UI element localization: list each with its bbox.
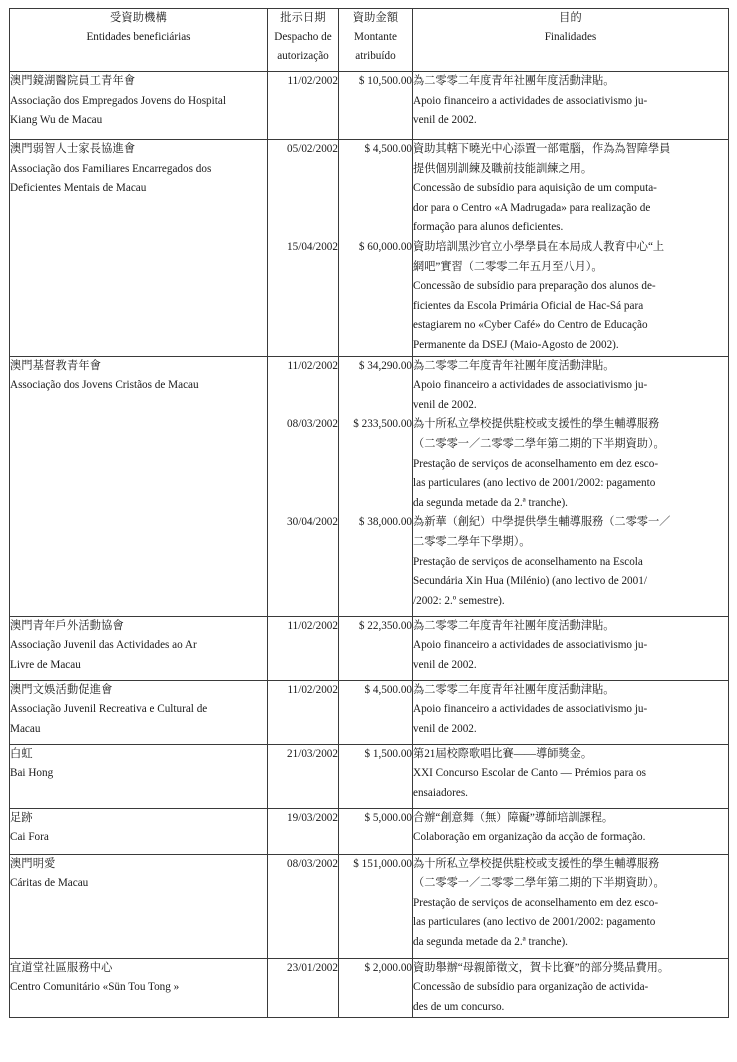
purpose-entry [413, 617, 728, 676]
entity-name-pt: Cai Fora [10, 831, 49, 844]
purpose-line: 資助其轄下曉光中心添置一部電腦，作為為智障學員 [413, 143, 671, 155]
header-date-zh: 批示日期 [280, 12, 326, 24]
grant-date: 08/03/2002 [287, 857, 338, 870]
entity-cell [10, 616, 268, 680]
purpose-line: Concessão de subsídio para aquisição de um computa- [413, 182, 657, 195]
entity-name-zh: 澳門基督教青年會 [10, 359, 102, 372]
purpose-entry [413, 959, 728, 1018]
entity-cell [10, 680, 268, 744]
entity-name-pt: Livre de Macau [10, 658, 81, 671]
grant-date: 08/03/2002 [287, 418, 338, 431]
date-cell [268, 356, 339, 616]
purpose-line: 為二零零二年度青年社團年度活動津貼。 [413, 683, 615, 696]
purpose-line: 合辦“創意舞（無）障礙”導師培訓課程。 [413, 811, 614, 824]
purpose-cell [413, 744, 729, 808]
purpose-line: XXI Concurso Escolar de Canto — Prémios para os [413, 767, 647, 780]
entity-cell [10, 140, 268, 357]
purpose-line: 資助舉辦“母親節徵文，賀卡比賽”的部分獎品費用。 [413, 961, 670, 974]
entity-cell [10, 72, 268, 140]
purpose-cell [413, 808, 729, 854]
header-date-pt-1: Despacho de [274, 31, 332, 43]
purpose-line: 網吧”實習（二零零二年五月至八月）。 [413, 260, 603, 273]
purpose-line: venil de 2002. [413, 114, 477, 127]
purpose-line: Prestação de serviços de aconselhamento em dez esco- [413, 896, 659, 909]
entity-name-pt: Associação dos Jovens Cristãos de Macau [10, 379, 199, 392]
purpose-line: las particulares (ano lectivo de 2001/2002: pagamento [413, 916, 656, 929]
entity-name-zh: 澳門鏡湖醫院員工青年會 [10, 75, 136, 87]
entity-cell [10, 744, 268, 808]
amount-cell [339, 958, 413, 1018]
header-entity-pt: Entidades beneficiárias [86, 31, 191, 43]
purpose-line: da segunda metade da 2.ª tranche). [413, 496, 568, 509]
purpose-cell [413, 854, 729, 958]
entity-name-pt: Cáritas de Macau [10, 877, 89, 890]
purpose-line: Prestação de serviços de aconselhamento em dez esco- [413, 457, 659, 470]
entity-name-pt: Centro Comunitário «Sün Tou Tong » [10, 981, 180, 994]
header-amount-pt-2: atribuído [355, 50, 396, 62]
date-cell [268, 808, 339, 854]
grant-date: 19/03/2002 [287, 811, 338, 824]
grant-amount: $ 4,500.00 [364, 683, 412, 696]
purpose-line: da segunda metade da 2.ª tranche). [413, 935, 568, 948]
purpose-line: （二零零一／二零零二學年第二期的下半期資助）。 [413, 437, 665, 450]
grants-table [9, 8, 729, 1018]
grant-amount: $ 38,000.00 [358, 516, 412, 529]
grant-amount: $ 5,000.00 [364, 811, 412, 824]
entity-name-pt: Associação dos Empregados Jovens do Hospital [10, 94, 226, 107]
purpose-line: des de um concurso. [413, 1000, 505, 1013]
purpose-cell [413, 140, 729, 357]
entity-name-pt: Associação dos Familiares Encarregados dos [10, 162, 212, 175]
table-row [10, 958, 729, 1018]
grant-amount: $ 22,350.00 [358, 619, 412, 632]
grant-date: 23/01/2002 [287, 961, 338, 974]
date-cell [268, 958, 339, 1018]
purpose-entry [413, 745, 728, 804]
purpose-line: las particulares (ano lectivo de 2001/2002: pagamento [413, 477, 656, 490]
table-header-row [10, 9, 729, 72]
entity-name-zh: 澳門文娛活動促進會 [10, 683, 113, 696]
grant-amount: $ 151,000.00 [353, 857, 412, 870]
purpose-line: Prestação de serviços de aconselhamento na Escola [413, 555, 643, 568]
purpose-line: venil de 2002. [413, 722, 477, 735]
grant-date: 21/03/2002 [287, 747, 338, 760]
amount-cell [339, 72, 413, 140]
date-cell [268, 854, 339, 958]
purpose-line: dor para o Centro «A Madrugada» para realização de [413, 201, 651, 214]
header-date-pt-2: autorização [277, 50, 329, 62]
entity-cell [10, 854, 268, 958]
grant-date: 30/04/2002 [287, 516, 338, 529]
amount-cell [339, 680, 413, 744]
entity-name-zh: 足跡 [10, 811, 33, 824]
grant-date: 05/02/2002 [287, 143, 338, 155]
grant-amount: $ 34,290.00 [358, 359, 412, 372]
amount-cell [339, 140, 413, 357]
table-row [10, 72, 729, 140]
amount-cell [339, 356, 413, 616]
header-amount [339, 9, 413, 72]
grant-date: 11/02/2002 [287, 683, 338, 696]
entity-name-zh: 白虹 [10, 747, 33, 760]
purpose-line: （二零零一／二零零二學年第二期的下半期資助）。 [413, 877, 665, 890]
purpose-entry [413, 681, 728, 740]
amount-cell [339, 744, 413, 808]
table-row [10, 808, 729, 854]
purpose-line: 二零零二學年下學期）。 [413, 535, 531, 548]
entity-name-pt: Associação Juvenil das Actividades ao Ar [10, 639, 197, 652]
purpose-line: 為二零零二年度青年社團年度活動津貼。 [413, 359, 615, 372]
purpose-entry [413, 140, 728, 238]
purpose-line: Apoio financeiro a actividades de associativismo ju- [413, 703, 648, 716]
purpose-cell [413, 616, 729, 680]
purpose-line: 為十所私立學校提供駐校或支援性的學生輔導服務 [413, 857, 660, 870]
grant-amount: $ 10,500.00 [358, 75, 412, 87]
purpose-cell [413, 958, 729, 1018]
purpose-line: Colaboração em organização da acção de formação. [413, 831, 646, 844]
grant-amount: $ 233,500.00 [353, 418, 412, 431]
entity-cell [10, 808, 268, 854]
amount-cell [339, 616, 413, 680]
purpose-line: 提供個別訓練及職前技能訓練之用。 [413, 162, 593, 175]
date-cell [268, 744, 339, 808]
grant-date: 11/02/2002 [287, 75, 338, 87]
purpose-line: Concessão de subsídio para organização de activida- [413, 981, 649, 994]
table-row [10, 140, 729, 357]
purpose-line: 為二零零二年度青年社團年度活動津貼。 [413, 619, 615, 632]
purpose-line: 資助培訓黑沙官立小學學員在本局成人教育中心“上 [413, 240, 665, 253]
entity-cell [10, 958, 268, 1018]
grant-date: 15/04/2002 [287, 241, 338, 253]
header-amount-pt-1: Montante [354, 31, 397, 43]
grant-amount: $ 4,500.00 [364, 143, 412, 155]
grant-amount: $ 60,000.00 [358, 241, 412, 253]
purpose-cell [413, 356, 729, 616]
header-entity-zh: 受資助機構 [110, 12, 167, 24]
entity-name-pt: Bai Hong [10, 767, 54, 780]
purpose-line: 為二零零二年度青年社團年度活動津貼。 [413, 75, 615, 87]
entity-name-pt: Kiang Wu de Macau [10, 114, 103, 127]
header-purpose-zh: 目的 [559, 12, 582, 24]
purpose-line: /2002: 2.º semestre). [413, 594, 505, 607]
table-row [10, 356, 729, 616]
purpose-entry [413, 415, 728, 513]
header-purpose-pt: Finalidades [544, 31, 597, 43]
header-purpose [413, 9, 729, 72]
purpose-line: Apoio financeiro a actividades de associativismo ju- [413, 94, 648, 107]
grant-date: 11/02/2002 [287, 359, 338, 372]
header-entity [10, 9, 268, 72]
entity-name-zh: 澳門弱智人士家長協進會 [10, 143, 136, 155]
purpose-cell [413, 680, 729, 744]
table-row [10, 616, 729, 680]
grant-date: 11/02/2002 [287, 619, 338, 632]
purpose-line: formação para alunos deficientes. [413, 221, 564, 234]
purpose-line: 為十所私立學校提供駐校或支援性的學生輔導服務 [413, 418, 660, 431]
date-cell [268, 680, 339, 744]
purpose-entry [413, 809, 728, 848]
purpose-entry [413, 72, 728, 131]
entity-cell [10, 356, 268, 616]
purpose-line: venil de 2002. [413, 398, 477, 411]
purpose-line: venil de 2002. [413, 658, 477, 671]
entity-name-zh: 宜道堂社區服務中心 [10, 961, 113, 974]
date-cell [268, 72, 339, 140]
table-body [10, 72, 729, 1018]
entity-name-zh: 澳門明愛 [10, 857, 56, 870]
header-date [268, 9, 339, 72]
purpose-line: estagiarem no «Cyber Café» do Centro de Educação [413, 319, 648, 332]
grant-amount: $ 1,500.00 [364, 747, 412, 760]
purpose-entry [413, 238, 728, 356]
purpose-line: 第21屆校際歌唱比賽——導師獎金。 [413, 747, 593, 760]
purpose-entry [413, 357, 728, 416]
table-row [10, 854, 729, 958]
entity-name-zh: 澳門青年戶外活動協會 [10, 619, 124, 632]
purpose-entry [413, 855, 728, 953]
date-cell [268, 140, 339, 357]
purpose-line: ensaiadores. [413, 786, 468, 799]
entity-name-pt: Macau [10, 722, 41, 735]
purpose-line: Permanente da DSEJ (Maio-Agosto de 2002). [413, 338, 619, 351]
purpose-line: Secundária Xin Hua (Milénio) (ano lectivo de 2001/ [413, 575, 647, 588]
entity-name-pt: Deficientes Mentais de Macau [10, 182, 147, 195]
purpose-entry [413, 513, 728, 611]
purpose-line: 為新華（創紀）中學提供學生輔導服務（二零零一／ [413, 516, 671, 529]
grant-amount: $ 2,000.00 [364, 961, 412, 974]
purpose-line: Concessão de subsídio para preparação dos alunos de- [413, 280, 656, 293]
date-cell [268, 616, 339, 680]
purpose-line: Apoio financeiro a actividades de associativismo ju- [413, 639, 648, 652]
amount-cell [339, 854, 413, 958]
table-row [10, 744, 729, 808]
header-amount-zh: 資助金額 [352, 12, 399, 24]
entity-name-pt: Associação Juvenil Recreativa e Cultural de [10, 703, 208, 716]
amount-cell [339, 808, 413, 854]
purpose-line: Apoio financeiro a actividades de associativismo ju- [413, 379, 648, 392]
purpose-line: ficientes da Escola Primária Oficial de Hac-Sá para [413, 299, 644, 312]
table-row [10, 680, 729, 744]
purpose-cell [413, 72, 729, 140]
